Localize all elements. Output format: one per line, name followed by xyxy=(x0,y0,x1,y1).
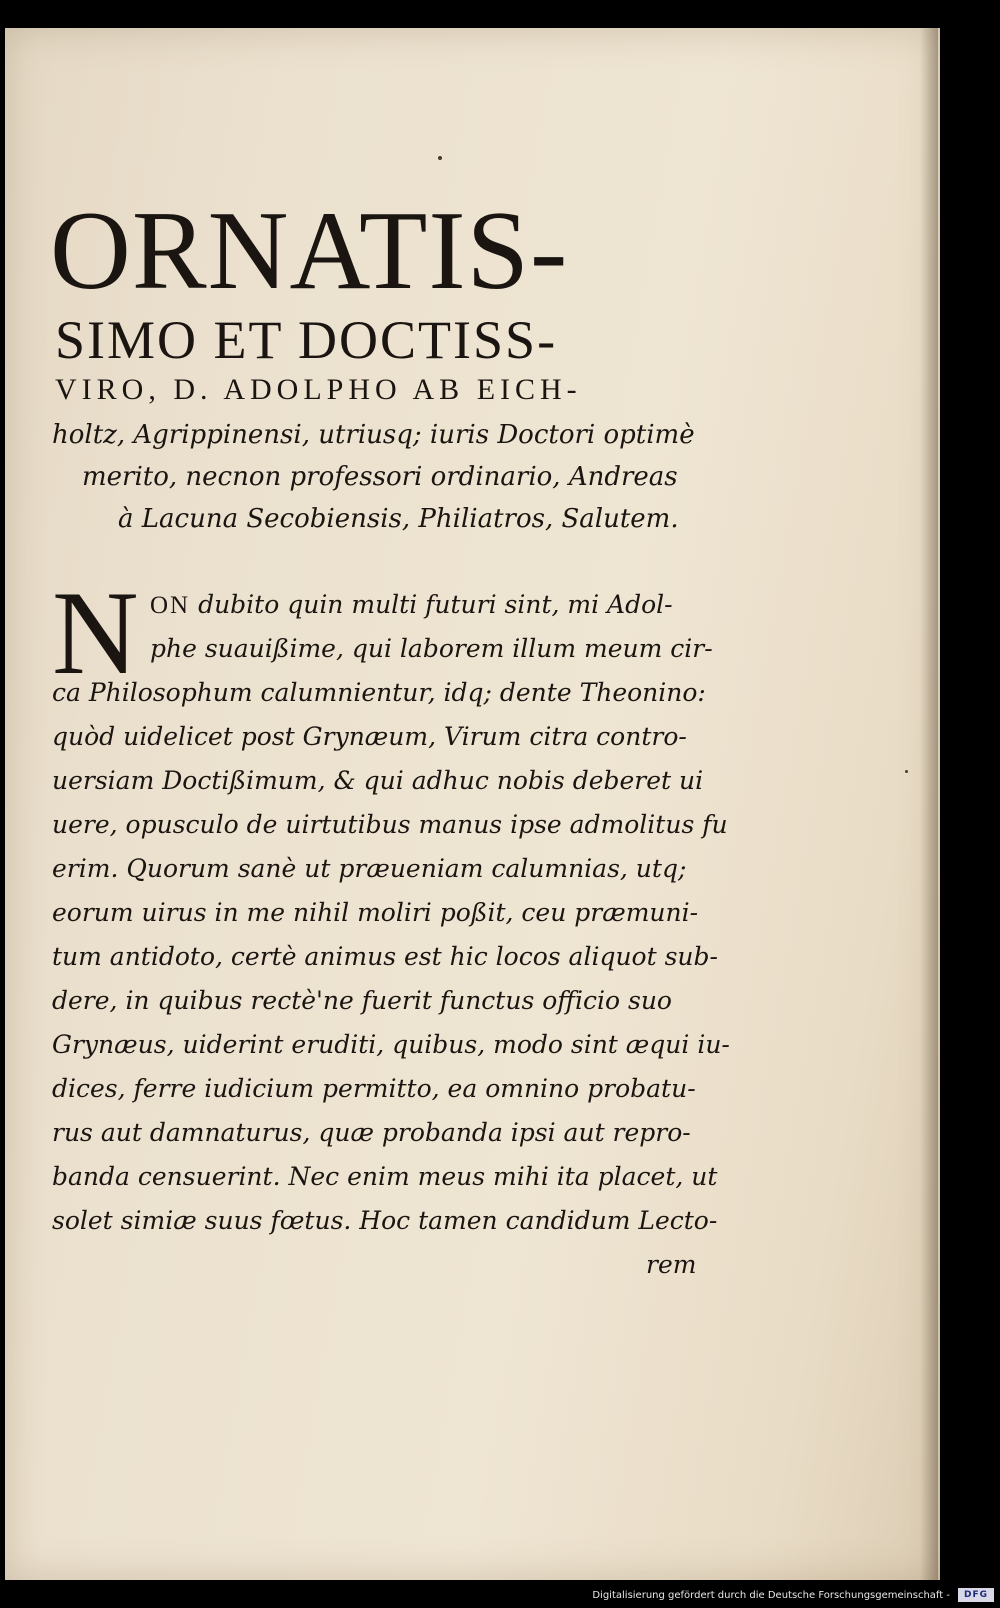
heading-line-1: ORNATIS- xyxy=(50,189,569,313)
body-line: dices, ferre iudicium permitto, ea omnino probatu- xyxy=(52,1074,696,1103)
body-line: eorum uirus in me nihil moliri poßit, ceu præmuni- xyxy=(52,898,699,927)
body-line: dere, in quibus rectè'ne fuerit functus officio suo xyxy=(52,986,672,1015)
body-line: erim. Quorum sanè ut præueniam calumnias, utq; xyxy=(52,854,687,883)
body-line: ca Philosophum calumnientur, idq; dente Theonino: xyxy=(52,678,706,707)
body-line: phe suauißime, qui laborem illum meum cir- xyxy=(150,634,713,663)
ink-speck xyxy=(905,770,908,773)
body-line: rus aut damnaturus, quæ probanda ipsi aut repro- xyxy=(52,1118,691,1147)
address-line: holtz, Agrippinensi, utriusq; iuris Doctori optimè xyxy=(52,420,695,450)
digitization-credit: Digitalisierung gefördert durch die Deutsche Forschungsgemeinschaft - xyxy=(592,1590,950,1601)
address-line: merito, necnon professori ordinario, Andreas xyxy=(82,462,678,492)
heading-line-2: SIMO ET DOCTISS- xyxy=(55,310,558,370)
body-line: tum antidoto, certè animus est hic locos aliquot sub- xyxy=(52,942,718,971)
body-first-word: ON xyxy=(150,592,191,619)
address-line: à Lacuna Secobiensis, Philiatros, Salutem. xyxy=(118,504,679,534)
drop-cap: N xyxy=(52,566,139,699)
catchword: rem xyxy=(646,1250,697,1279)
body-line: quòd uidelicet post Grynæum, Virum citra contro- xyxy=(52,722,687,751)
heading-line-3: VIRO, D. ADOLPHO AB EICH- xyxy=(55,373,582,406)
ink-speck xyxy=(438,156,442,160)
body-line: solet simiæ suus fœtus. Hoc tamen candidum Lecto- xyxy=(52,1206,718,1235)
body-line: uere, opusculo de uirtutibus manus ipse admolitus fu xyxy=(52,810,728,839)
dfg-logo: DFG xyxy=(958,1588,994,1602)
body-first-line xyxy=(150,588,673,623)
body-first-line-text: dubito quin multi futuri sint, mi Adol- xyxy=(198,590,673,619)
body-line: uersiam Doctißimum, & qui adhuc nobis deberet ui xyxy=(52,766,704,795)
body-line: Grynæus, uiderint eruditi, quibus, modo sint æqui iu- xyxy=(52,1030,730,1059)
page-edge-shadow xyxy=(920,28,938,1580)
body-line: banda censuerint. Nec enim meus mihi ita placet, ut xyxy=(52,1162,718,1191)
